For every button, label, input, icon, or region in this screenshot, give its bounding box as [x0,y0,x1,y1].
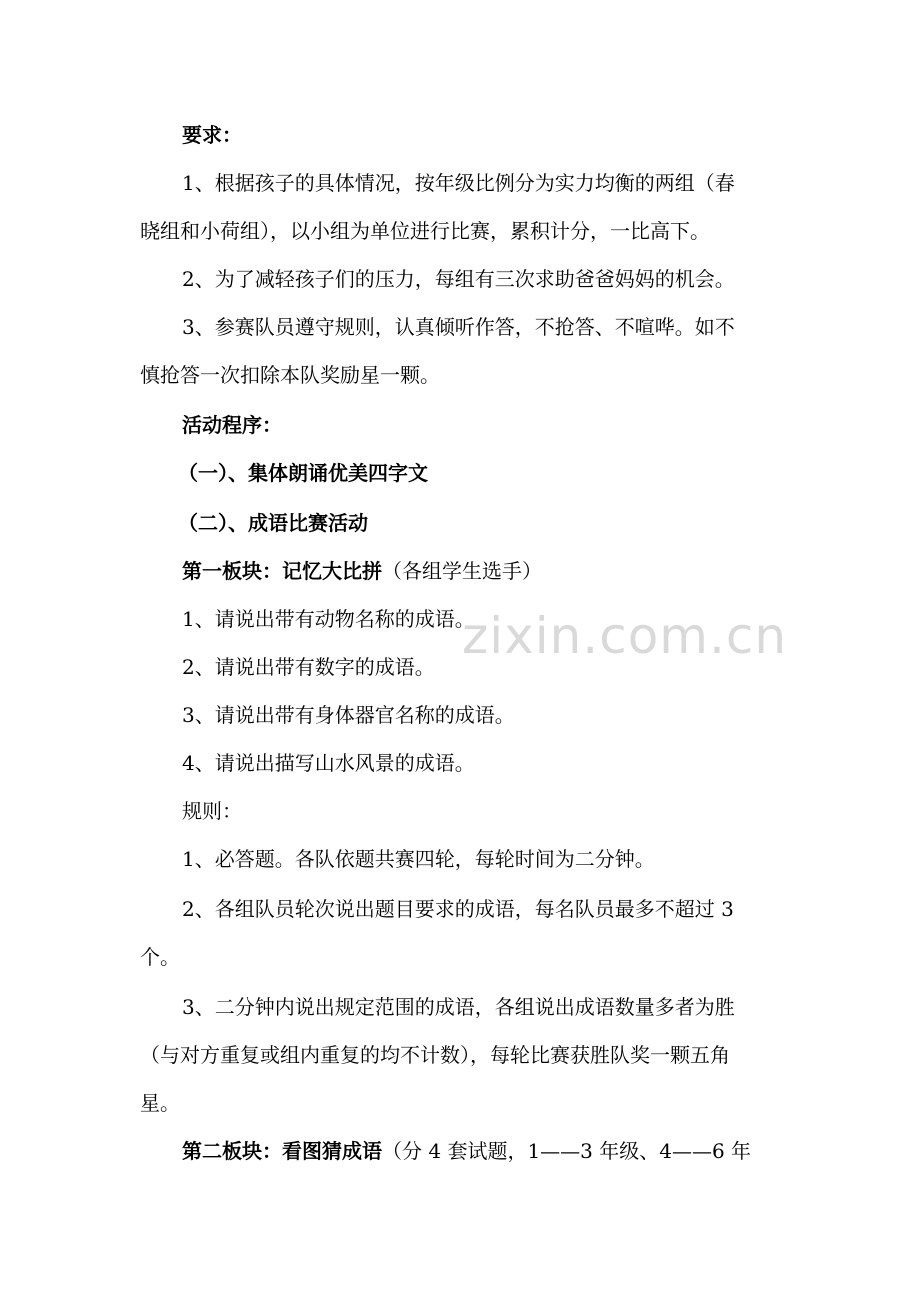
section-heading-2: （二）、成语比赛活动 [178,511,368,535]
rules-heading: 规则： [182,799,242,823]
paragraph-line: 晓组和小荷组），以小组为单位进行比赛，累积计分，一比高下。 [140,219,710,243]
section-heading-1: （一）、集体朗诵优美四字文 [178,461,428,485]
paragraph-line: 2、为了减轻孩子们的压力，每组有三次求助爸爸妈妈的机会。 [182,267,735,291]
heading-procedure: 活动程序： [182,413,282,437]
block-heading-1 [0,554,920,588]
paragraph-line: 慎抢答一次扣除本队奖励星一颗。 [140,363,440,387]
paragraph-line: 星。 [140,1091,180,1115]
list-item: 2、请说出带有数字的成语。 [182,655,435,679]
list-item: 3、请说出带有身体器官名称的成语。 [182,703,515,727]
block-title: 第一板块：记忆大比拼 [182,559,382,583]
list-item: 1、请说出带有动物名称的成语。 [182,607,475,631]
block-heading-2 [0,1134,920,1168]
heading-requirements: 要求： [182,123,242,147]
block-note: （分 4 套试题，1——3 年级、4——6 年 [382,1139,752,1163]
list-item: 4、请说出描写山水风景的成语。 [182,751,475,775]
block-title: 第二板块：看图猜成语 [182,1139,382,1163]
paragraph-line: 个。 [140,945,180,969]
paragraph-line: （与对方重复或组内重复的均不计数），每轮比赛获胜队奖一颗五角 [140,1043,730,1067]
paragraph-line: 3、参赛队员遵守规则，认真倾听作答，不抢答、不喧哗。如不 [182,315,735,339]
watermark: zixin.com.cn [462,607,788,665]
rule-item: 3、二分钟内说出规定范围的成语，各组说出成语数量多者为胜 [182,995,735,1019]
block-note: （各组学生选手） [382,559,542,583]
rule-item: 2、各组队员轮次说出题目要求的成语，每名队员最多不超过 3 [182,897,734,921]
paragraph-line [0,166,920,200]
text-span: 1、根据孩子的具体情况，按年级比例分为实力均衡的两组（春 [182,171,735,195]
rule-item: 1、必答题。各队依题共赛四轮，每轮时间为二分钟。 [182,847,655,871]
